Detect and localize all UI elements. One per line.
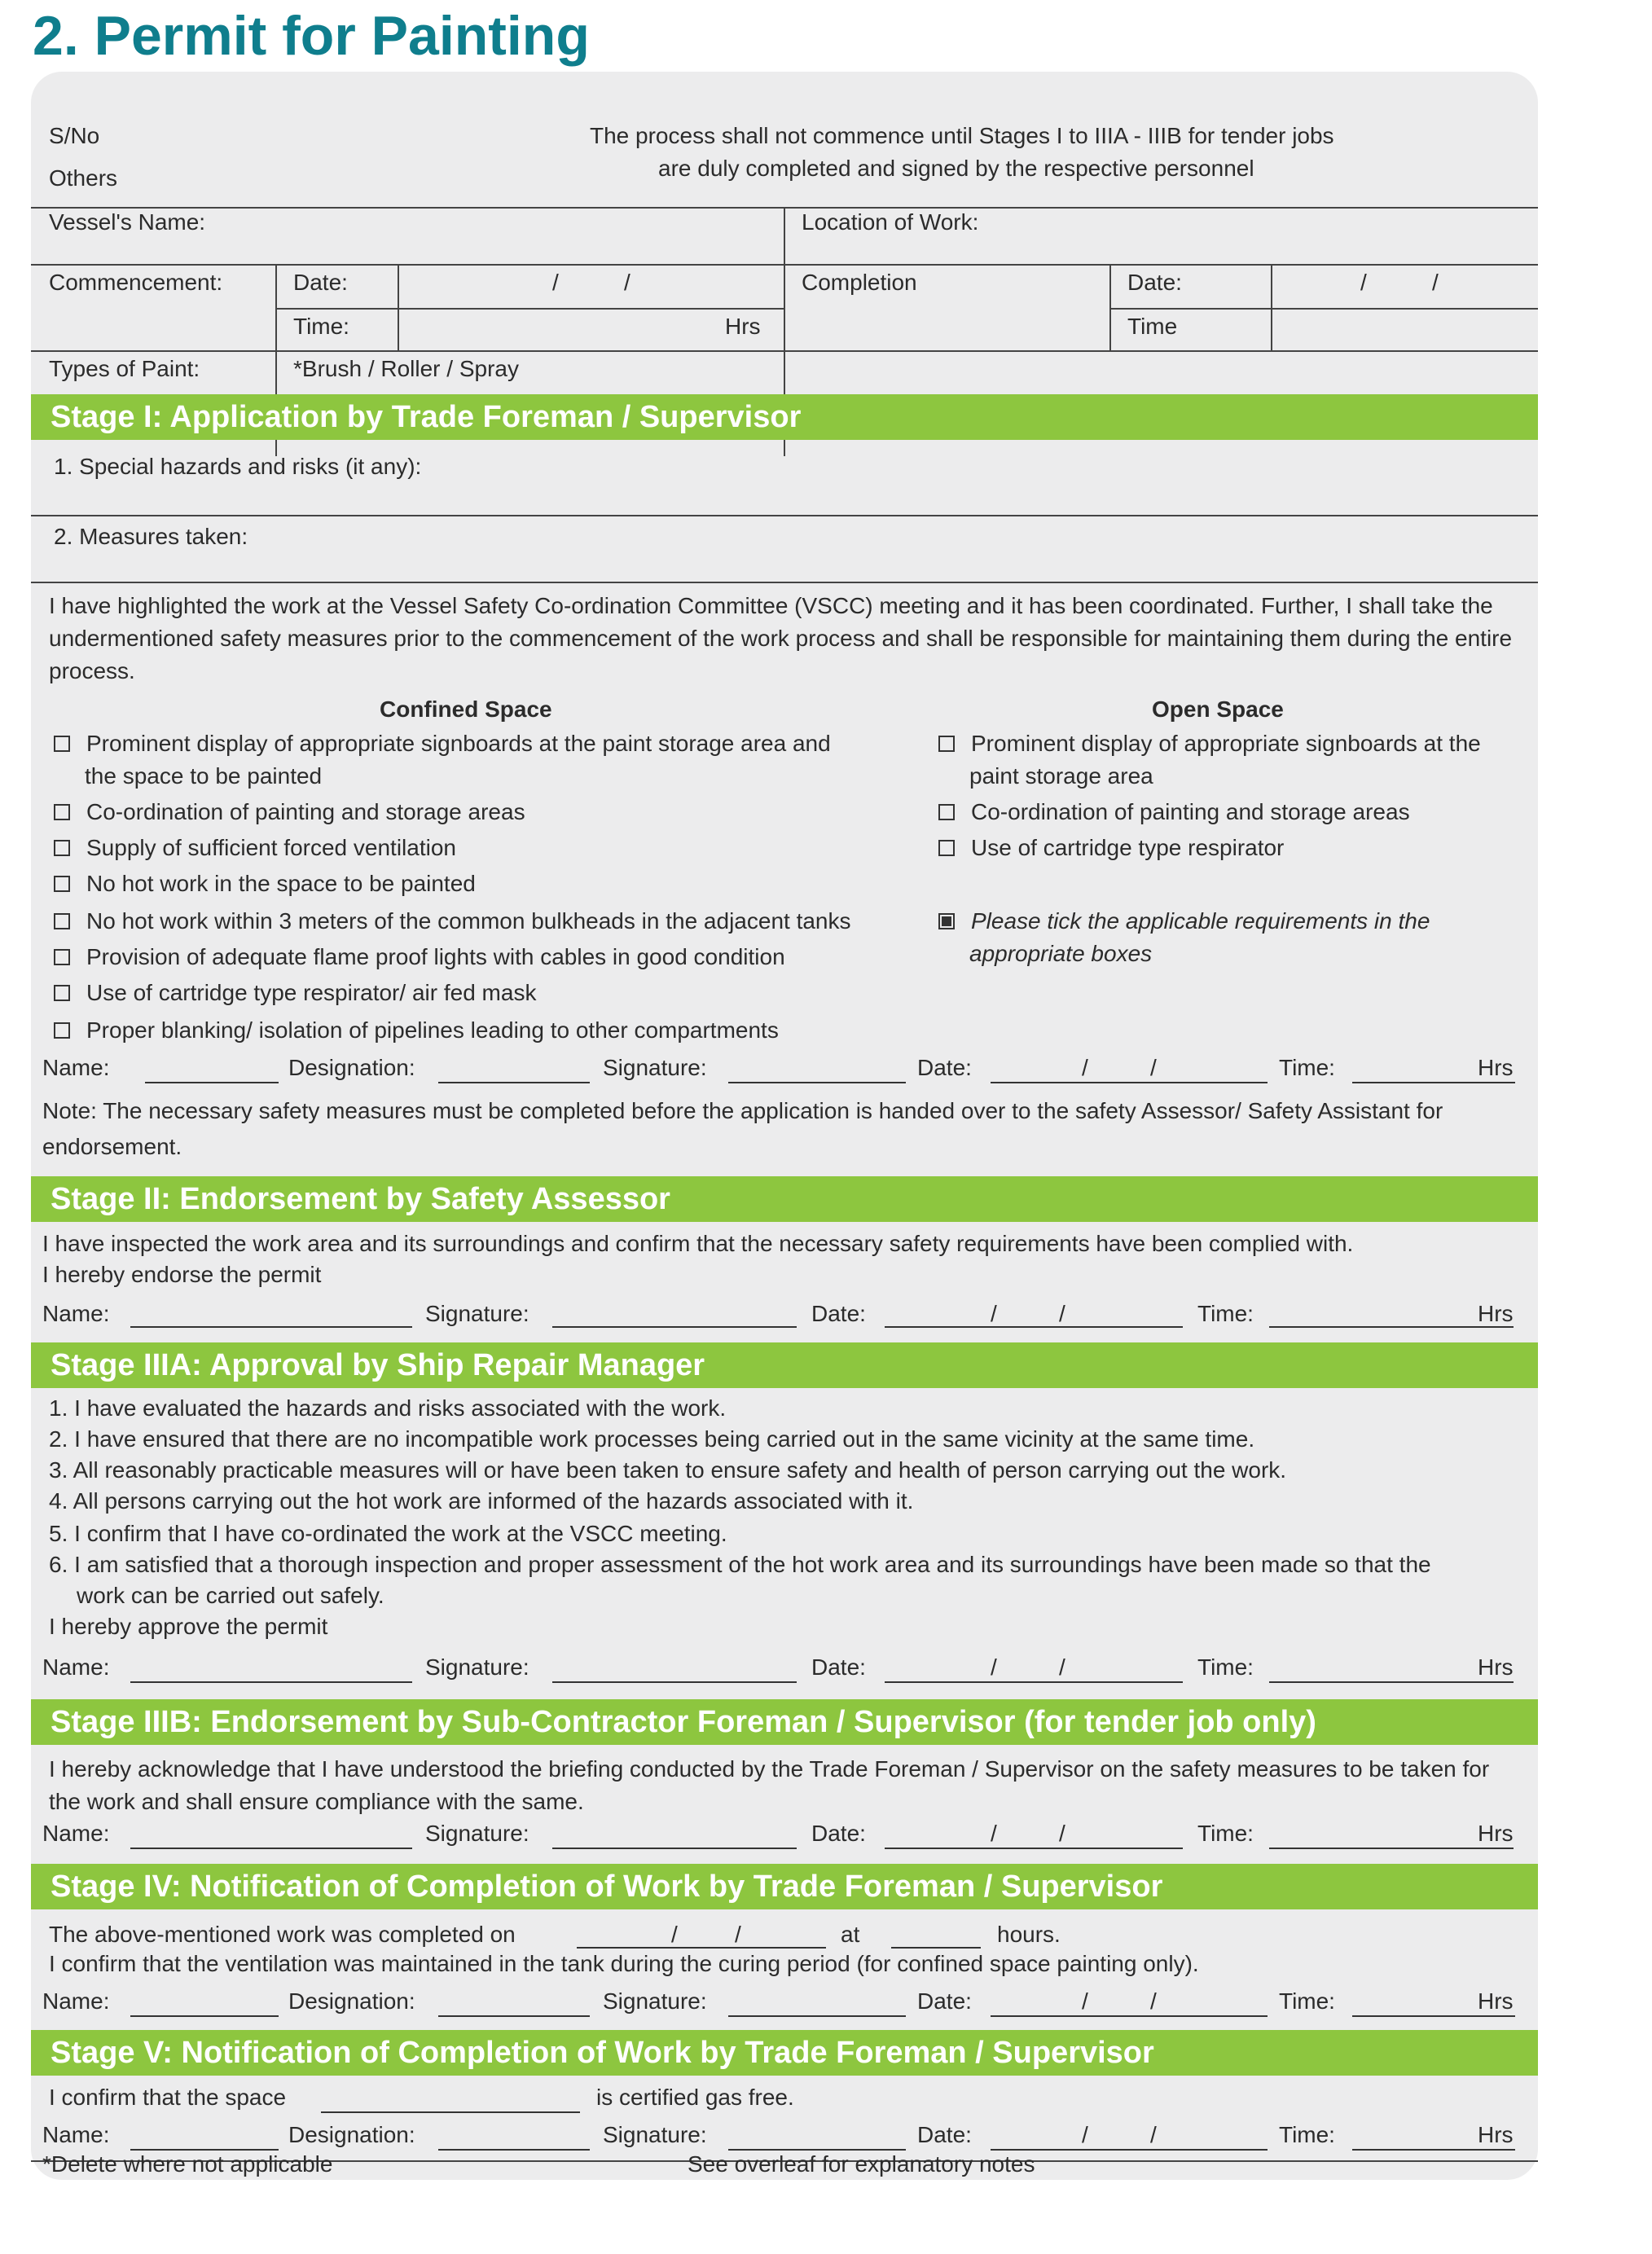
designation-label: Designation:	[288, 2122, 415, 2147]
name-field[interactable]	[130, 1848, 412, 1849]
time-field[interactable]	[1352, 2015, 1515, 2017]
time-label: Time:	[1197, 1821, 1254, 1846]
overleaf-note: See overleaf for explanatory notes	[688, 2151, 1035, 2177]
hrs-label: Hrs	[1478, 1301, 1514, 1326]
stage-3b-title: Stage IIIB: Endorsement by Sub-Contractor Foreman / Supervisor (for tender job only)	[51, 1705, 1316, 1739]
stage-3a-item-1: 1. I have evaluated the hazards and risks associated with the work.	[49, 1395, 727, 1421]
commencement-time-field[interactable]	[401, 310, 727, 349]
date-slash-1: /	[991, 1654, 997, 1680]
confined-item-4[interactable]: No hot work in the space to be painted	[54, 870, 476, 898]
stage-1-note: Note: The necessary safety measures must be completed before the application is handed over to the safety Assessor/ Safety Assistant for endorsement.	[42, 1098, 1443, 1159]
tick-note-cont: appropriate boxes	[969, 941, 1153, 966]
date-label: Date:	[811, 1821, 866, 1846]
date-label: Date:	[917, 1055, 972, 1080]
signature-field[interactable]	[552, 1681, 797, 1683]
stage-2-line-2: I hereby endorse the permit	[42, 1262, 322, 1287]
completed-time-field[interactable]	[891, 1947, 981, 1949]
name-label: Name:	[42, 1821, 110, 1846]
name-label: Name:	[42, 1055, 110, 1080]
hrs-label: Hrs	[1478, 1055, 1514, 1080]
stage-3a-item-2: 2. I have ensured that there are no incompatible work processes being carried out in the same vicinity at the same time.	[49, 1426, 1255, 1452]
open-item-1-cont: paint storage area	[969, 763, 1153, 789]
date-slash-1: /	[1082, 1988, 1088, 2014]
location-label: Location of Work:	[802, 209, 979, 235]
completed-date-field[interactable]	[577, 1947, 826, 1949]
signature-label: Signature:	[425, 1654, 529, 1680]
commencement-date-label: Date:	[293, 270, 348, 295]
date-label: Date:	[811, 1654, 866, 1680]
designation-field[interactable]	[438, 2015, 590, 2017]
special-hazards-field[interactable]	[31, 479, 1538, 513]
signature-field[interactable]	[728, 1082, 906, 1083]
designation-field[interactable]	[438, 1082, 590, 1083]
permit-form	[31, 72, 1538, 2180]
commencement-time-label: Time:	[293, 314, 349, 339]
completed-date-slash-2: /	[735, 1922, 741, 1947]
confined-space-heading: Confined Space	[380, 696, 552, 722]
name-field[interactable]	[145, 1082, 279, 1083]
stage-5-line-1a: I confirm that the space	[49, 2085, 287, 2110]
signature-field[interactable]	[552, 1326, 797, 1328]
stage-2-title: Stage II: Endorsement by Safety Assessor	[51, 1182, 670, 1216]
stage-3a-item-6-cont: work can be carried out safely.	[77, 1583, 384, 1608]
open-space-heading: Open Space	[1152, 696, 1284, 722]
confined-item-1-cont: the space to be painted	[85, 763, 323, 789]
date-slash-2: /	[1059, 1654, 1065, 1680]
stage-5-line-1b: is certified gas free.	[596, 2085, 794, 2110]
date-field[interactable]	[885, 1681, 1183, 1683]
stage-4-line-1b: at	[841, 1922, 860, 1947]
confined-item-6[interactable]: Provision of adequate flame proof lights with cables in good condition	[54, 943, 785, 971]
vessel-name-label: Vessel's Name:	[49, 209, 206, 235]
stage-3a-item-3: 3. All reasonably practicable measures will or have been taken to ensure safety and health of person carrying out the work.	[49, 1457, 1287, 1483]
checkbox-icon[interactable]	[54, 985, 70, 1001]
time-field[interactable]	[1269, 1848, 1514, 1849]
stage-1-header	[31, 394, 1538, 440]
commencement-label: Commencement:	[49, 270, 223, 295]
open-item-3[interactable]: Use of cartridge type respirator	[938, 834, 1284, 862]
completion-slash-1: /	[1360, 270, 1367, 295]
date-slash-2: /	[1059, 1821, 1065, 1846]
checkbox-icon[interactable]	[938, 804, 955, 820]
completion-label: Completion	[802, 270, 917, 295]
signature-label: Signature:	[425, 1821, 529, 1846]
completion-date-label: Date:	[1127, 270, 1182, 295]
confined-item-1[interactable]: Prominent display of appropriate signboards at the paint storage area and	[54, 730, 831, 758]
page-title: 2. Permit for Painting	[33, 5, 590, 67]
stage-3b-text: I hereby acknowledge that I have understood the briefing conducted by the Trade Foreman / Supervisor on the safety measures to be taken for the work and shall ensure compliance with the same.	[49, 1756, 1490, 1814]
time-label: Time:	[1197, 1654, 1254, 1680]
signature-label: Signature:	[603, 1055, 707, 1080]
stage-3a-approve: I hereby approve the permit	[49, 1614, 328, 1639]
vessel-name-field[interactable]	[210, 209, 780, 253]
stage-3a-item-4: 4. All persons carrying out the hot work are informed of the hazards associated with it.	[49, 1488, 914, 1514]
date-label: Date:	[917, 1988, 972, 2014]
notice-line-2: are duly completed and signed by the respective personnel	[658, 156, 1254, 181]
tick-note: Please tick the applicable requirements in the	[938, 907, 1430, 935]
date-slash-2: /	[1059, 1301, 1065, 1326]
checkbox-icon[interactable]	[54, 913, 70, 929]
checked-box-icon	[938, 913, 955, 929]
measures-taken-label: 2. Measures taken:	[54, 524, 248, 549]
date-slash-1: /	[1082, 1055, 1088, 1080]
stage-4-line-2: I confirm that the ventilation was maintained in the tank during the curing period (for confined space painting only).	[49, 1951, 1199, 1976]
completion-slash-2: /	[1432, 270, 1439, 295]
stage-5-title: Stage V: Notification of Completion of Work by Trade Foreman / Supervisor	[51, 2036, 1154, 2070]
time-label: Time:	[1279, 2122, 1335, 2147]
name-field[interactable]	[130, 2015, 279, 2017]
notice-line-1: The process shall not commence until Stages I to IIIA - IIIB for tender jobs	[590, 123, 1334, 148]
checkbox-icon[interactable]	[54, 736, 70, 752]
confined-item-3[interactable]: Supply of sufficient forced ventilation	[54, 834, 456, 862]
date-label: Date:	[811, 1301, 866, 1326]
date-slash-2: /	[1150, 1988, 1157, 2014]
name-label: Name:	[42, 1301, 110, 1326]
special-hazards-label: 1. Special hazards and risks (it any):	[54, 454, 422, 479]
date-slash-2: /	[1150, 2122, 1157, 2147]
sno-label: S/No	[49, 123, 100, 148]
confined-item-2[interactable]: Co-ordination of painting and storage areas	[54, 798, 525, 826]
checkbox-icon[interactable]	[54, 1022, 70, 1039]
designation-label: Designation:	[288, 1988, 415, 2014]
signature-label: Signature:	[603, 2122, 707, 2147]
date-field[interactable]	[885, 1326, 1183, 1328]
stage-5-header	[31, 2030, 1538, 2076]
date-slash-2: /	[1150, 1055, 1157, 1080]
open-item-2[interactable]: Co-ordination of painting and storage areas	[938, 798, 1410, 826]
time-field[interactable]	[1269, 1326, 1514, 1328]
location-field[interactable]	[1008, 209, 1530, 253]
time-field[interactable]	[1352, 1082, 1515, 1083]
stage-3a-item-5: 5. I confirm that I have co-ordinated the work at the VSCC meeting.	[49, 1521, 727, 1546]
signature-field[interactable]	[728, 2015, 906, 2017]
name-field[interactable]	[130, 1681, 412, 1683]
date-field[interactable]	[885, 1848, 1183, 1849]
stage-1-title: Stage I: Application by Trade Foreman / Supervisor	[51, 400, 802, 434]
open-item-1[interactable]: Prominent display of appropriate signboards at the	[938, 730, 1481, 758]
time-field[interactable]	[1352, 2149, 1515, 2151]
date-label: Date:	[917, 2122, 972, 2147]
checkbox-icon[interactable]	[938, 840, 955, 856]
stage-1-declaration: I have highlighted the work at the Vessel Safety Co-ordination Committee (VSCC) meeting and it has been coordinated. Further, I shall take the undermentioned safety measures prior to the commencement of the work process and shall be responsible for maintaining them during the entire process.	[49, 593, 1513, 683]
confined-item-5[interactable]: No hot work within 3 meters of the common bulkheads in the adjacent tanks	[54, 907, 851, 935]
signature-label: Signature:	[425, 1301, 529, 1326]
measures-taken-field[interactable]	[31, 551, 1538, 580]
others-label: Others	[49, 165, 118, 191]
time-label: Time:	[1279, 1988, 1335, 2014]
completed-date-slash-1: /	[671, 1922, 678, 1947]
date-slash-1: /	[991, 1301, 997, 1326]
name-label: Name:	[42, 1988, 110, 2014]
stage-4-line-1a: The above-mentioned work was completed on	[49, 1922, 516, 1947]
date-slash-2: /	[624, 270, 630, 295]
hrs-label: Hrs	[1478, 1821, 1514, 1846]
signature-field[interactable]	[552, 1848, 797, 1849]
completion-date-field[interactable]	[1274, 266, 1535, 305]
date-slash-1: /	[991, 1821, 997, 1846]
stage-3a-item-6: 6. I am satisfied that a thorough inspection and proper assessment of the hot work area and its surroundings have been made so that the	[49, 1552, 1431, 1577]
completion-time-label: Time	[1127, 314, 1178, 339]
stage-4-title: Stage IV: Notification of Completion of Work by Trade Foreman / Supervisor	[51, 1870, 1163, 1904]
checkbox-icon[interactable]	[54, 840, 70, 856]
delete-note: *Delete where not applicable	[42, 2151, 333, 2177]
paint-type-value[interactable]: *Brush / Roller / Spray	[293, 356, 519, 381]
completion-time-field[interactable]	[1274, 310, 1535, 349]
checkbox-icon[interactable]	[54, 804, 70, 820]
hrs-label: Hrs	[1478, 1988, 1514, 2014]
commencement-date-field[interactable]	[401, 266, 780, 305]
name-label: Name:	[42, 1654, 110, 1680]
time-label: Time:	[1197, 1301, 1254, 1326]
stage-2-header	[31, 1176, 1538, 1222]
stage-4-header	[31, 1864, 1538, 1909]
hrs-label: Hrs	[1478, 1654, 1514, 1680]
date-slash-1: /	[1082, 2122, 1088, 2147]
confined-item-7[interactable]: Use of cartridge type respirator/ air fed mask	[54, 979, 536, 1007]
paint-type-label: Types of Paint:	[49, 356, 200, 381]
time-field[interactable]	[1269, 1681, 1514, 1683]
name-label: Name:	[42, 2122, 110, 2147]
stage-2-line-1: I have inspected the work area and its surroundings and confirm that the necessary safety requirements have been complied with.	[42, 1231, 1354, 1256]
designation-field[interactable]	[438, 2149, 590, 2151]
stage-3a-header	[31, 1342, 1538, 1388]
checkbox-icon[interactable]	[938, 736, 955, 752]
designation-label: Designation:	[288, 1055, 415, 1080]
checkbox-icon[interactable]	[54, 876, 70, 892]
date-slash-1: /	[552, 270, 559, 295]
date-field[interactable]	[991, 1082, 1268, 1083]
stage-3a-title: Stage IIIA: Approval by Ship Repair Manager	[51, 1348, 705, 1382]
checkbox-icon[interactable]	[54, 949, 70, 965]
hrs-label: Hrs	[1478, 2122, 1514, 2147]
stage-4-line-1c: hours.	[997, 1922, 1061, 1947]
time-label: Time:	[1279, 1055, 1335, 1080]
date-field[interactable]	[991, 2015, 1268, 2017]
commencement-hrs: Hrs	[725, 314, 761, 339]
stage-3b-header	[31, 1699, 1538, 1745]
confined-item-8[interactable]: Proper blanking/ isolation of pipelines leading to other compartments	[54, 1017, 779, 1044]
name-field[interactable]	[130, 1326, 412, 1328]
space-field[interactable]	[321, 2111, 580, 2113]
signature-label: Signature:	[603, 1988, 707, 2014]
